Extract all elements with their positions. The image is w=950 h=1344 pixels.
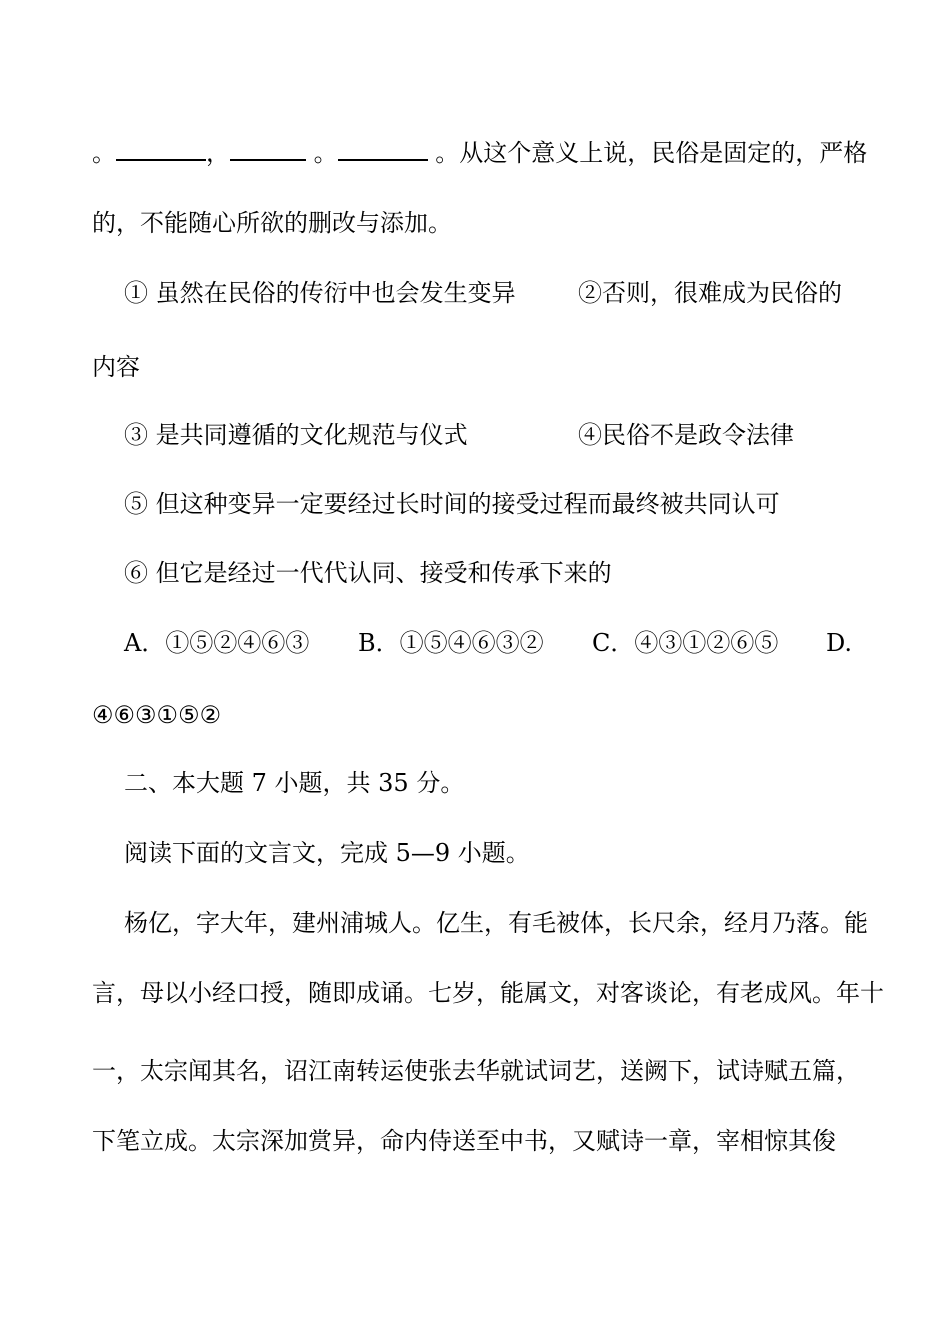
text-fragment: ， — [206, 139, 230, 167]
choice-a: A．①⑤②④⑥③ — [124, 629, 310, 657]
passage-line: 下笔立成。太宗深加赏异，命内侍送至中书，又赋诗一章，宰相惊其俊 — [92, 1127, 836, 1155]
passage-line: 一，太宗闻其名，诏江南转运使张去华就试词艺，送阙下，试诗赋五篇， — [92, 1057, 860, 1085]
choice-b: B．①⑤④⑥③② — [358, 629, 544, 657]
passage-line: 言，母以小经口授，随即成诵。七岁，能属文，对客谈论，有老成风。年十 — [92, 979, 884, 1007]
option-item-4: ④民俗不是政令法律 — [578, 421, 794, 449]
option-item-1: ① 虽然在民俗的传衍中也会发生变异 — [124, 279, 516, 307]
answer-blank — [338, 137, 428, 161]
option-item-5: ⑤ 但这种变异一定要经过长时间的接受过程而最终被共同认可 — [124, 490, 780, 518]
choice-d-continuation: ④⑥③①⑤② — [92, 701, 222, 729]
choice-c: C．④③①②⑥⑤ — [592, 629, 779, 657]
option-item-2: ②否则，很难成为民俗的 — [578, 279, 842, 307]
choice-d: D. — [826, 629, 853, 657]
option-item-3: ③ 是共同遵循的文化规范与仪式 — [124, 421, 468, 449]
option-item-6: ⑥ 但它是经过一代代认同、接受和传承下来的 — [124, 559, 612, 587]
text-fragment: 。从这个意义上说，民俗是固定的，严格 — [427, 139, 868, 167]
passage-line: 杨亿，字大年，建州浦城人。亿生，有毛被体，长尺余，经月乃落。能 — [124, 909, 868, 937]
section-heading: 二、本大题 7 小题，共 35 分。 — [124, 769, 465, 797]
reading-instruction: 阅读下面的文言文，完成 5—9 小题。 — [124, 839, 530, 867]
option-item-2-continuation: 内容 — [92, 353, 140, 381]
passage-line: 的，不能随心所欲的删改与添加。 — [92, 209, 452, 237]
text-fragment: 。 — [92, 139, 116, 167]
text-fragment: 。 — [306, 139, 338, 167]
answer-blank — [116, 137, 206, 161]
passage-line-blanks — [92, 136, 867, 170]
answer-blank — [230, 137, 306, 161]
